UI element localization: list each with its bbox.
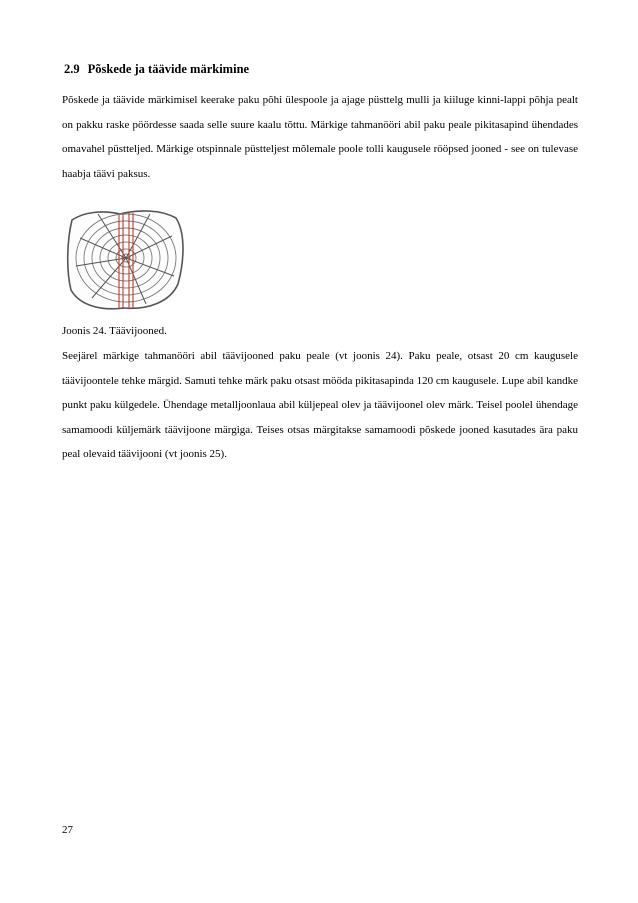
paragraph-intro: Põskede ja täävide märkimisel keerake paku põhi ülespoole ja ajage püsttelg mulli ja kiiluge kinni-lappi põhja pealt on pakku raske pöördesse saada selle suure kaalu tõttu. Märkige tahmanööri abil paku peale pikitasapind ühendades omavahel püstteljed. Märkige otspinnale püstteljest mõlemale poole tolli kaugusele rööpsed jooned - see on tulevase haabja täävi paksus.	[62, 94, 578, 180]
figure-caption: Joonis 24. Täävijooned.	[62, 325, 167, 337]
log-cross-section-figure	[62, 200, 188, 316]
log-outline	[68, 211, 183, 309]
paragraph-instructions: Seejärel märkige tahmanööri abil täävijooned paku peale (vt joonis 24). Paku peale, otsast 20 cm kaugusele täävijoontele tehke märgid. Samuti tehke märk paku otsast mööda pikitasapinda 120 cm kaugusele. Lupe abil kandke punkt paku külgedele. Ühendage metalljoonlaua abil küljepeal olev ja täävijoonel olev märk. Teisel poolel ühendage samamoodi küljemärk täävijoone märgiga. Teises otsas märgitakse samamoodi põskede jooned kasutades ära paku peal olevaid täävijooni (vt joonis 25).	[62, 350, 578, 461]
section-heading	[64, 62, 249, 77]
log-cross-section-icon	[62, 200, 188, 316]
section-number: 2.9	[64, 62, 80, 76]
section-title: Põskede ja täävide märkimine	[87, 62, 250, 76]
page-number: 27	[62, 824, 73, 836]
